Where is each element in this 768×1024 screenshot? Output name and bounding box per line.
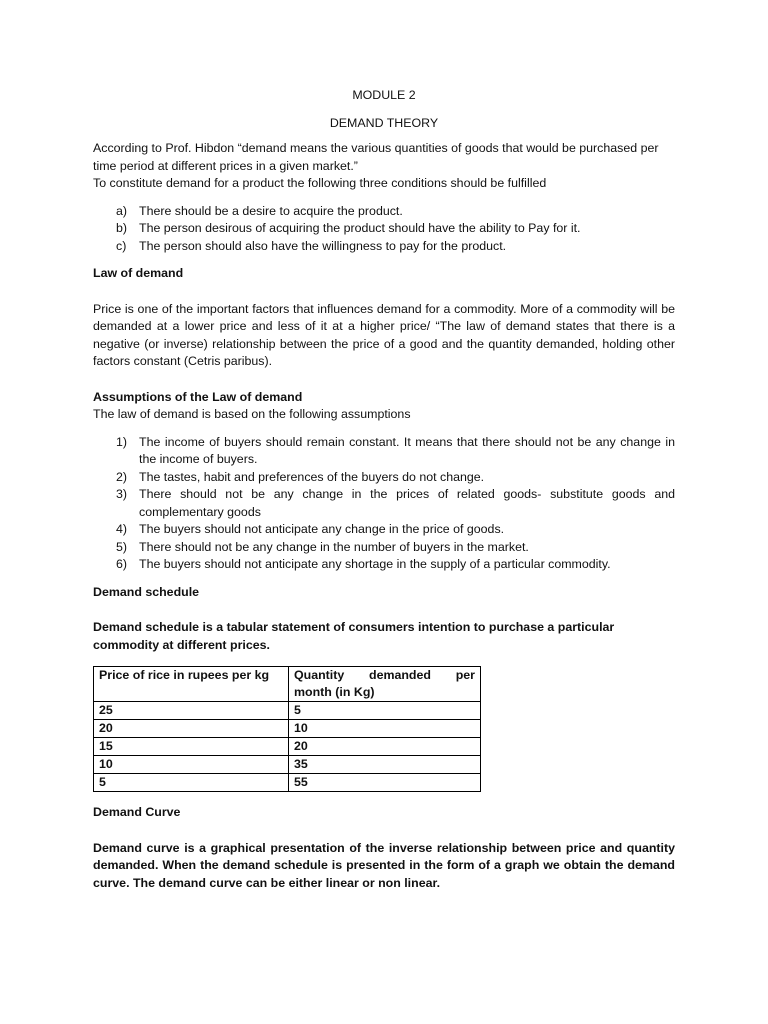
list-marker: b) xyxy=(116,221,128,235)
assumptions-list xyxy=(93,434,675,574)
assumptions-lead: The law of demand is based on the following assumptions xyxy=(93,407,411,421)
quantity-header-word: per xyxy=(455,668,475,682)
law-of-demand-heading: Law of demand xyxy=(93,266,184,280)
list-item xyxy=(93,220,675,238)
list-item xyxy=(93,521,675,539)
list-item xyxy=(93,556,675,574)
quantity-cell: 5 xyxy=(289,702,481,720)
quantity-column-header xyxy=(289,667,481,702)
price-cell: 15 xyxy=(94,738,289,756)
list-marker: 3) xyxy=(116,487,128,501)
list-item-text: The income of buyers should remain constant. It means that there should not be any change in the income of buyers. xyxy=(139,434,675,466)
list-item-text: The buyers should not anticipate any change in the price of goods. xyxy=(139,522,505,536)
quantity-header-word: Quantity xyxy=(294,668,345,682)
quantity-header-line2: month (in Kg) xyxy=(294,685,375,699)
price-cell: 20 xyxy=(94,720,289,738)
table-row xyxy=(94,756,481,774)
quantity-cell: 55 xyxy=(289,774,481,792)
list-marker: 5) xyxy=(116,539,128,554)
list-marker: a) xyxy=(116,203,128,218)
list-item xyxy=(93,434,675,469)
price-column-header: Price of rice in rupees per kg xyxy=(94,667,289,702)
table-row xyxy=(94,702,481,720)
table-row xyxy=(94,720,481,738)
demand-definition: According to Prof. Hibdon “demand means the various quantities of goods that would be purchased per time period at different prices in a given market.” xyxy=(93,141,659,173)
list-item xyxy=(93,203,675,221)
price-cell: 25 xyxy=(94,702,289,720)
list-item xyxy=(93,469,675,487)
demand-curve-definition: Demand curve is a graphical presentation of the inverse relationship between price and quantity demanded. When the demand schedule is presented in the form of a graph we obtain the demand curve. The demand curve can be either linear or non linear. xyxy=(93,840,675,890)
assumptions-heading: Assumptions of the Law of demand xyxy=(93,389,303,404)
demand-schedule-heading: Demand schedule xyxy=(93,584,200,599)
list-item-text: The tastes, habit and preferences of the buyers do not change. xyxy=(139,469,485,484)
quantity-header-word: demanded xyxy=(369,668,431,682)
conditions-list xyxy=(93,203,675,256)
list-marker: 1) xyxy=(116,434,128,449)
table-row xyxy=(94,738,481,756)
demand-schedule-table xyxy=(93,666,481,792)
list-item-text: The person desirous of acquiring the product should have the ability to Pay for it. xyxy=(139,221,581,235)
list-item-text: There should not be any change in the prices of related goods- substitute goods and complementary goods xyxy=(139,487,675,519)
demand-schedule-definition: Demand schedule is a tabular statement of consumers intention to purchase a particular commodity at different prices. xyxy=(93,620,615,652)
table-row xyxy=(94,774,481,792)
list-marker: 4) xyxy=(116,522,128,536)
table-header-row xyxy=(94,667,481,702)
list-item-text: There should be a desire to acquire the product. xyxy=(139,203,403,218)
list-marker: 6) xyxy=(116,557,128,571)
price-cell: 10 xyxy=(94,756,289,774)
list-marker: c) xyxy=(116,238,127,253)
document-content xyxy=(93,87,675,892)
quantity-cell: 20 xyxy=(289,738,481,756)
list-item-text: There should not be any change in the number of buyers in the market. xyxy=(139,539,529,554)
demand-curve-heading: Demand Curve xyxy=(93,805,181,819)
list-item xyxy=(93,486,675,521)
conditions-lead: To constitute demand for a product the following three conditions should be fulfilled xyxy=(93,176,547,190)
list-marker: 2) xyxy=(116,469,128,484)
price-cell: 5 xyxy=(94,774,289,792)
list-item-text: The buyers should not anticipate any shortage in the supply of a particular commodity. xyxy=(139,557,611,571)
list-item xyxy=(93,539,675,557)
list-item-text: The person should also have the willingness to pay for the product. xyxy=(139,238,507,253)
quantity-cell: 35 xyxy=(289,756,481,774)
quantity-cell: 10 xyxy=(289,720,481,738)
list-item xyxy=(93,238,675,256)
document-title: DEMAND THEORY xyxy=(329,115,439,130)
module-title: MODULE 2 xyxy=(352,88,416,102)
law-of-demand-body: Price is one of the important factors that influences demand for a commodity. More of a commodity will be demanded at a lower price and less of it at a higher price/ “The law of demand states that there is a negative (or inverse) relationship between the price of a good and the quantity demanded, holding other factors constant (Cetris paribus). xyxy=(93,301,675,368)
